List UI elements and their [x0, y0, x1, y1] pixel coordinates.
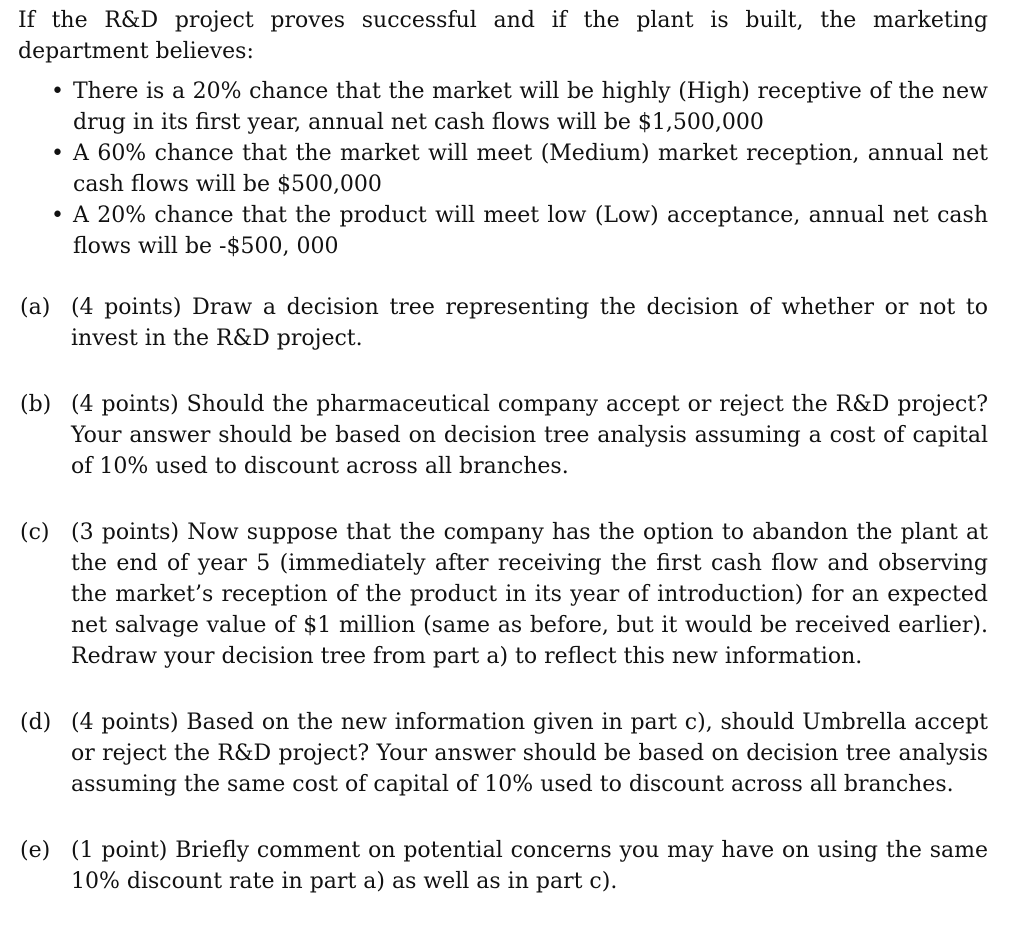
assumption-item-low — [18, 200, 988, 262]
question-list — [18, 292, 988, 897]
document-page — [18, 5, 988, 897]
question-label: (e) — [20, 838, 51, 863]
question-text: (3 points) Now suppose that the company has the option to abandon the plant at the end of year 5 (immediately after receiving the first cash flow and observing the market’s reception of the product in its year of introduction) for an expected net salvage value of $1 million (same as before, but it would be received earlier). Redraw your decision tree from part a) to reflect this new information. — [71, 520, 988, 669]
bullet-icon: • — [51, 203, 64, 228]
question-text: (4 points) Based on the new information given in part c), should Umbrella accept or reject the R&D project? Your answer should be based on decision tree analysis assuming the same cost of capital of 10% used to discount across all branches. — [71, 710, 988, 797]
assumption-text: A 60% chance that the market will meet (Medium) market reception, annual net cash flows will be $500,000 — [73, 141, 988, 197]
question-text: (4 points) Should the pharmaceutical company accept or reject the R&D project? Your answer should be based on decision tree analysis assuming a cost of capital of 10% used to discount across all branches. — [71, 392, 988, 479]
bullet-icon: • — [51, 141, 64, 166]
question-b — [18, 389, 988, 482]
question-d — [18, 707, 988, 800]
question-text: (1 point) Briefly comment on potential concerns you may have on using the same 10% discount rate in part a) as well as in part c). — [71, 838, 988, 894]
question-label: (c) — [20, 520, 50, 545]
assumption-item-medium — [18, 138, 988, 200]
assumption-item-high — [18, 76, 988, 138]
question-text: (4 points) Draw a decision tree representing the decision of whether or not to invest in the R&D project. — [71, 295, 988, 351]
question-c — [18, 517, 988, 672]
question-e — [18, 835, 988, 897]
assumption-text: There is a 20% chance that the market will be highly (High) receptive of the new drug in its first year, annual net cash flows will be $1,500,000 — [73, 79, 988, 135]
assumption-list — [18, 76, 988, 262]
question-label: (b) — [20, 392, 52, 417]
bullet-icon: • — [51, 79, 64, 104]
assumption-text: A 20% chance that the product will meet low (Low) acceptance, annual net cash flows will be -$500, 000 — [73, 203, 988, 259]
question-label: (d) — [20, 710, 52, 735]
question-label: (a) — [20, 295, 51, 320]
question-a — [18, 292, 988, 354]
intro-paragraph: If the R&D project proves successful and if the plant is built, the marketing department believes: — [18, 8, 988, 64]
